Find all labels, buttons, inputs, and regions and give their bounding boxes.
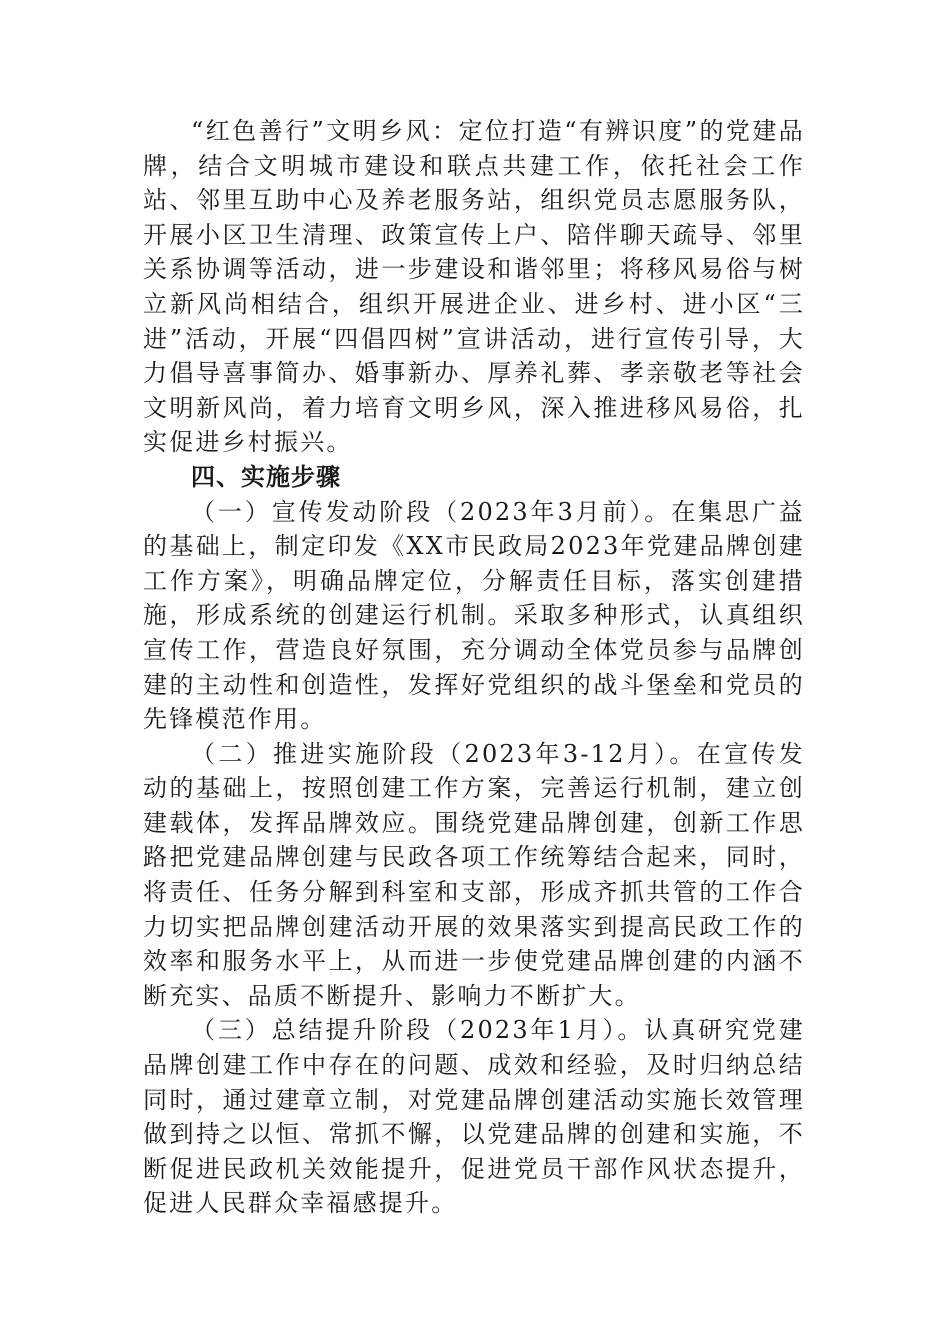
paragraph-red-charity-civilized-customs: “红色善行”文明乡风：定位打造“有辨识度”的党建品牌，结合文明城市建设和联点共建工作，依托社会工作站、邻里互助中心及养老服务站，组织党员志愿服务队，开展小区卫生清理、政策宣传上户、陪伴聊天疏导、邻里关系协调等活动，进一步建设和谐邻里；将移风易俗与树立新风尚相结合，组织开展进企业、进乡村、进小区“三进”活动，开展“四倡四树”宣讲活动，进行宣传引导，大力倡导喜事简办、婚事新办、厚养礼葬、孝亲敬老等社会文明新风尚，着力培育文明乡风，深入推进移风易俗，扎实促进乡村振兴。 (143, 117, 805, 457)
paragraph-stage-three-summary: （三）总结提升阶段（2023年1月）。认真研究党建品牌创建工作中存在的问题、成效和经验，及时归纳总结同时，通过建章立制，对党建品牌创建活动实施长效管理做到持之以恒、常抓不懈，以党建品牌的创建和实施，不断促进民政机关效能提升，促进党员干部作风状态提升，促进人民群众幸福感提升。 (143, 1016, 805, 1218)
section-heading-implementation-steps: 四、实施步骤 (191, 462, 341, 491)
paragraph-stage-one-publicity: （一）宣传发动阶段（2023年3月前）。在集思广益的基础上，制定印发《XX市民政局2023年党建品牌创建工作方案》，明确品牌定位，分解责任目标，落实创建措施，形成系统的创建运行机制。采取多种形式，认真组织宣传工作，营造良好氛围，充分调动全体党员参与品牌创建的主动性和创造性，发挥好党组织的战斗堡垒和党员的先锋模范作用。 (143, 497, 805, 734)
paragraph-stage-two-implementation: （二）推进实施阶段（2023年3-12月）。在宣传发动的基础上，按照创建工作方案，完善运行机制，建立创建载体，发挥品牌效应。围绕党建品牌创建，创新工作思路把党建品牌创建与民政各项工作统筹结合起来，同时，将责任、任务分解到科室和支部，形成齐抓共管的工作合力切实把品牌创建活动开展的效果落实到提高民政工作的效率和服务水平上，从而进一步使党建品牌创建的内涵不断充实、品质不断提升、影响力不断扩大。 (143, 739, 805, 1010)
document-page (143, 114, 805, 1221)
